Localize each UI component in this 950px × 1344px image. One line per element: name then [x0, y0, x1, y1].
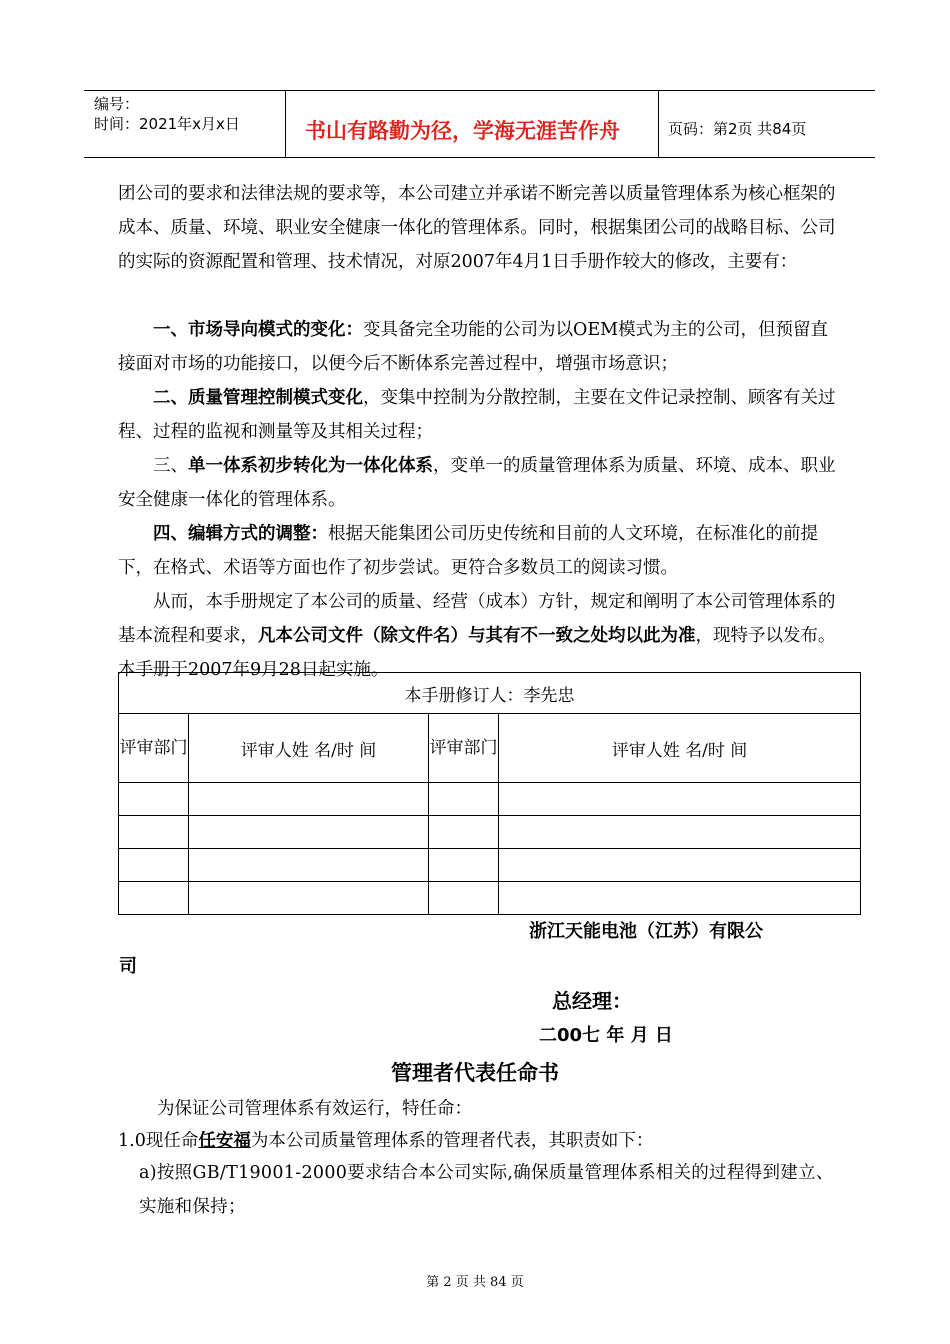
table-row [119, 882, 861, 915]
p3-heading: 二、质量管理控制模式变化 [153, 388, 363, 408]
dept-header-1: 评审部门 [119, 714, 189, 783]
body-paragraph-2 [118, 313, 844, 381]
header-motto: 书山有路勤为径，学海无涯苦作舟 [305, 119, 620, 143]
header-top-rule [84, 90, 875, 91]
table-row [119, 816, 861, 849]
table-cell [119, 849, 189, 882]
table-cell [189, 816, 429, 849]
p2-text: 变具备完全功能的公司为以OEM模式为主的公司，但预留直接面对市场的功能接口，以便今后不断体系完善过程中，增强市场意识； [118, 320, 829, 374]
item-prefix: 1.0现任命 [118, 1131, 199, 1151]
appointment-item-1 [118, 1124, 858, 1158]
table-cell [499, 849, 861, 882]
duty-a: a)按照GB/T19001-2000要求结合本公司实际,确保质量管理体系相关的过程得到建立、实施和保持； [139, 1163, 834, 1217]
company-name-line2: 司 [119, 956, 137, 977]
p5-heading: 四、编辑方式的调整： [153, 524, 328, 544]
table-cell [499, 882, 861, 915]
reviser-cell: 本手册修订人：李先忠 [119, 673, 861, 714]
table-cell [119, 783, 189, 816]
page-footer: 第 2 页 共 84 页 [426, 1275, 524, 1290]
body-paragraph-4 [118, 449, 844, 517]
p4-prefix: 三、 [153, 456, 188, 476]
table-cell [189, 882, 429, 915]
dept-header-2: 评审部门 [429, 714, 499, 783]
person-header-1: 评审人姓 名/时 间 [189, 714, 429, 783]
appointee-name: 任安福 [198, 1131, 251, 1151]
appointment-intro: 为保证公司管理体系有效运行，特任命： [157, 1099, 472, 1119]
p3-text: ，变集中控制为分散控制，主要在文件记录控制、顾客有关过程、过程的监视和测量等及其相关过程； [118, 388, 836, 442]
p6-emphasis: 凡本公司文件（除文件名）与其有不一致之处均以此为准 [258, 626, 696, 646]
signature-date: 二00七 年 月 日 [539, 1025, 673, 1046]
p4-text: ，变单一的质量管理体系为质量、环境、成本、职业安全健康一体化的管理体系。 [118, 456, 836, 510]
company-name-line1: 浙江天能电池（江苏）有限公 [529, 921, 763, 942]
header-divider-2 [658, 90, 659, 158]
person-header-2: 评审人姓 名/时 间 [499, 714, 861, 783]
table-cell [189, 783, 429, 816]
table-row [119, 849, 861, 882]
table-cell [429, 882, 499, 915]
table-cell [119, 816, 189, 849]
p6-end: ，现特予以发布。本手册于2007年9月28日起实施。 [118, 626, 836, 680]
header-bottom-rule [84, 157, 875, 158]
item-suffix: 为本公司质量管理体系的管理者代表，其职责如下： [250, 1131, 654, 1151]
p4-heading: 单一体系初步转化为一体化体系 [188, 456, 433, 476]
table-cell [499, 816, 861, 849]
header-page-label: 页码：第2页 共84页 [668, 120, 807, 138]
general-manager-label: 总经理： [552, 989, 632, 1013]
appointment-title: 管理者代表任命书 [391, 1061, 559, 1085]
p2-heading: 一、市场导向模式的变化： [153, 320, 363, 340]
table-cell [429, 816, 499, 849]
p6-text: 从而，本手册规定了本公司的质量、经营（成本）方针，规定和阐明了本公司管理体系的基本流程和要求， [118, 592, 836, 646]
body-paragraph-5 [118, 517, 844, 585]
doc-number-label: 编号： [94, 95, 140, 113]
body-paragraph-3 [118, 381, 844, 449]
table-cell [189, 849, 429, 882]
table-cell [429, 783, 499, 816]
table-cell [499, 783, 861, 816]
revision-table [118, 672, 861, 915]
body-paragraph-1: 团公司的要求和法律法规的要求等，本公司建立并承诺不断完善以质量管理体系为核心框架的成本、质量、环境、职业安全健康一体化的管理体系。同时，根据集团公司的战略目标、公司的实际的资源配置和管理、技术情况，对原2007年4月1日手册作较大的修改，主要有： [118, 184, 836, 272]
p5-text: 根据天能集团公司历史传统和目前的人文环境，在标准化的前提下，在格式、术语等方面也作了初步尝试。更符合多数员工的阅读习惯。 [118, 524, 818, 578]
doc-time-label: 时间：2021年x月x日 [94, 115, 240, 133]
table-cell [429, 849, 499, 882]
header-divider-1 [285, 90, 286, 158]
table-cell [119, 882, 189, 915]
table-row [119, 783, 861, 816]
